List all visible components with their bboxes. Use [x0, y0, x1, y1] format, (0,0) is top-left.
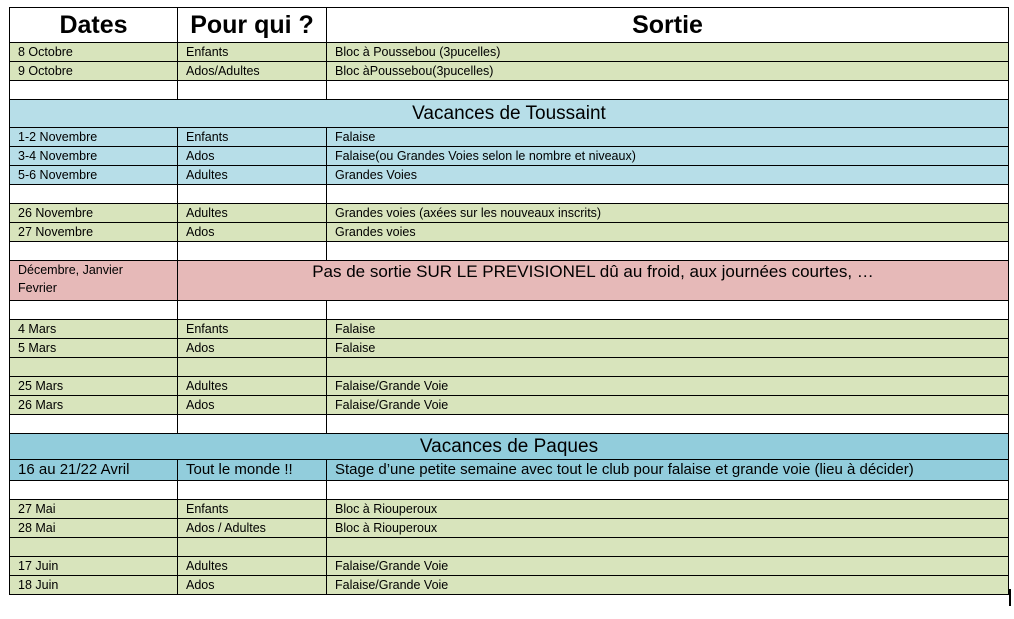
blank-row	[10, 185, 1009, 204]
table-row	[10, 396, 1009, 415]
cell-what: Falaise	[327, 128, 1009, 147]
cell-date: 9 Octobre	[10, 62, 178, 81]
cell-who: Ados	[178, 339, 327, 358]
blank-row	[10, 242, 1009, 261]
cell-who: Ados	[178, 147, 327, 166]
section-row-toussaint	[10, 100, 1009, 128]
cell-what: Grandes voies	[327, 223, 1009, 242]
cell-what: Bloc à Poussebou (3pucelles)	[327, 43, 1009, 62]
cell-who: Adultes	[178, 166, 327, 185]
cell-date: 26 Novembre	[10, 204, 178, 223]
winter-date-line1: Décembre, Janvier	[18, 263, 123, 277]
table-row	[10, 500, 1009, 519]
blank-row	[10, 481, 1009, 500]
cell-date: 27 Mai	[10, 500, 178, 519]
header-dates: Dates	[10, 8, 178, 43]
header-sortie: Sortie	[327, 8, 1009, 43]
cell-what: Grandes Voies	[327, 166, 1009, 185]
cell-what: Falaise/Grande Voie	[327, 377, 1009, 396]
table-row	[10, 377, 1009, 396]
cell-who: Adultes	[178, 377, 327, 396]
table-row	[10, 339, 1009, 358]
cell-what: Stage d’une petite semaine avec tout le club pour falaise et grande voie (lieu à décider)	[327, 460, 1009, 481]
winter-row	[10, 261, 1009, 301]
cell-what: Bloc à Riouperoux	[327, 500, 1009, 519]
section-title-paques: Vacances de Paques	[10, 434, 1009, 460]
table-row	[10, 519, 1009, 538]
cell-what: Grandes voies (axées sur les nouveaux inscrits)	[327, 204, 1009, 223]
blank-row	[10, 538, 1009, 557]
cell-who: Enfants	[178, 320, 327, 339]
winter-date-line2: Fevrier	[18, 281, 57, 295]
cell-date: 4 Mars	[10, 320, 178, 339]
cell-date: 5 Mars	[10, 339, 178, 358]
table-row	[10, 460, 1009, 481]
cell-date: 3-4 Novembre	[10, 147, 178, 166]
cell-date: 28 Mai	[10, 519, 178, 538]
cell-date: 16 au 21/22 Avril	[10, 460, 178, 481]
cell-date: 27 Novembre	[10, 223, 178, 242]
cell-who: Ados / Adultes	[178, 519, 327, 538]
cell-date: 26 Mars	[10, 396, 178, 415]
cell-who: Adultes	[178, 204, 327, 223]
cell-who: Tout le monde !!	[178, 460, 327, 481]
header-row	[10, 8, 1009, 43]
table-row	[10, 43, 1009, 62]
winter-dates	[10, 261, 178, 301]
cell-what: Falaise	[327, 320, 1009, 339]
cell-who: Ados	[178, 396, 327, 415]
table-row	[10, 166, 1009, 185]
cell-what: Falaise/Grande Voie	[327, 557, 1009, 576]
cell-date: 25 Mars	[10, 377, 178, 396]
cell-who: Ados	[178, 576, 327, 595]
cell-who: Enfants	[178, 128, 327, 147]
table-row	[10, 147, 1009, 166]
table-row	[10, 576, 1009, 595]
section-title-toussaint: Vacances de Toussaint	[10, 100, 1009, 128]
cell-what: Bloc à Riouperoux	[327, 519, 1009, 538]
cell-what: Falaise	[327, 339, 1009, 358]
cell-who: Adultes	[178, 557, 327, 576]
header-pour-qui: Pour qui ?	[178, 8, 327, 43]
cell-date: 8 Octobre	[10, 43, 178, 62]
cell-date: 1-2 Novembre	[10, 128, 178, 147]
cell-who: Enfants	[178, 500, 327, 519]
table-row	[10, 557, 1009, 576]
cell-what: Falaise(ou Grandes Voies selon le nombre et niveaux)	[327, 147, 1009, 166]
cell-date: 18 Juin	[10, 576, 178, 595]
cell-what: Bloc àPoussebou(3pucelles)	[327, 62, 1009, 81]
blank-row	[10, 358, 1009, 377]
table-row	[10, 128, 1009, 147]
cell-what: Falaise/Grande Voie	[327, 576, 1009, 595]
cell-what: Falaise/Grande Voie	[327, 396, 1009, 415]
table-row	[10, 204, 1009, 223]
blank-row	[10, 415, 1009, 434]
text-cursor	[1009, 589, 1011, 606]
winter-note: Pas de sortie SUR LE PREVISIONEL dû au froid, aux journées courtes, …	[178, 261, 1009, 301]
table-row	[10, 62, 1009, 81]
table-row	[10, 320, 1009, 339]
cell-who: Ados/Adultes	[178, 62, 327, 81]
blank-row	[10, 81, 1009, 100]
blank-row	[10, 301, 1009, 320]
cell-date: 17 Juin	[10, 557, 178, 576]
table-row	[10, 223, 1009, 242]
section-row-paques	[10, 434, 1009, 460]
cell-date: 5-6 Novembre	[10, 166, 178, 185]
cell-who: Enfants	[178, 43, 327, 62]
cell-who: Ados	[178, 223, 327, 242]
schedule-table	[9, 7, 1009, 595]
